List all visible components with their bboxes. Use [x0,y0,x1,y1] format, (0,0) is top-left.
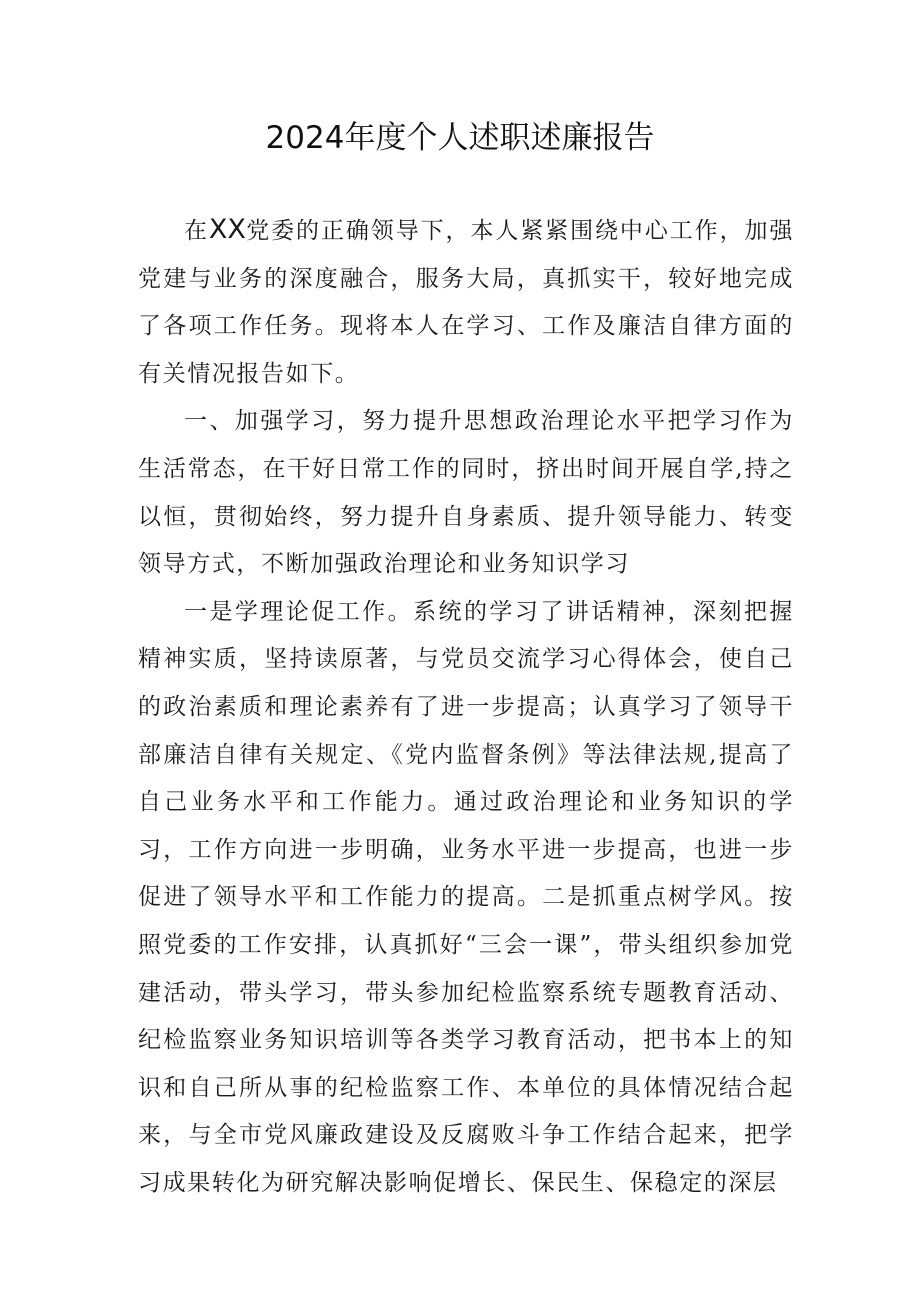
study-details-paragraph: 一是学理论促工作。系统的学习了讲话精神，深刻把握精神实质，坚持读原著，与党员交流学习心得体会，使自己的政治素质和理论素养有了进一步提高；认真学习了领导干部廉洁自律有关规定、《党内监督条例》等法律法规,提高了自己业务水平和工作能力。通过政治理论和业务知识的学习，工作方向进一步明确，业务水平进一步提高，也进一步促进了领导水平和工作能力的提高。二是抓重点树学风。按照党委的工作安排，认真抓好“三会一课”，带头组织参加党建活动，带头学习，带头参加纪检监察系统专题教育活动、纪检监察业务知识培训等各类学习教育活动，把书本上的知识和自己所从事的纪检监察工作、本单位的具体情况结合起来，与全市党风廉政建设及反腐败斗争工作结合起来，把学习成果转化为研究解决影响促增长、保民生、保稳定的深层 [138,598,794,1196]
document-body [138,206,794,1207]
section-one-heading-paragraph: 一、加强学习，努力提升思想政治理论水平把学习作为生活常态，在干好日常工作的同时，挤出时间开展自学,持之以恒，贯彻始终，努力提升自身素质、提升领导能力、转变领导方式，不断加强政治理论和业务知识学习 [138,408,794,578]
org-placeholder: XX [208,214,246,245]
intro-before: 在 [184,218,209,244]
document-title: 2024年度个人述职述廉报告 [265,120,655,156]
intro-after: 党委的正确领导下，本人紧紧围绕中心工作，加强党建与业务的深度融合，服务大局，真抓实干，较好地完成了各项工作任务。现将本人在学习、工作及廉洁自律方面的有关情况报告如下。 [138,218,794,387]
intro-paragraph [138,206,794,398]
